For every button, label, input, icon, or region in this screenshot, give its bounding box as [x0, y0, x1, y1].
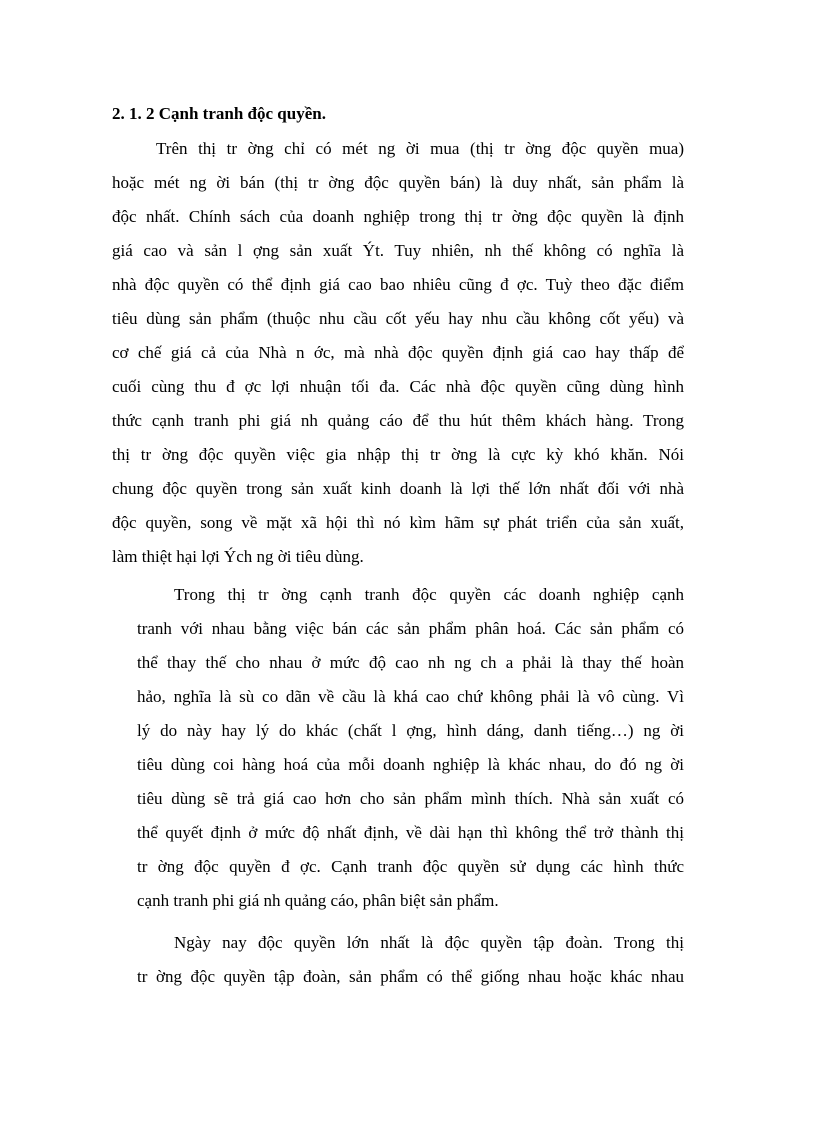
paragraph-2-line: thể thay thế cho nhau ở mức độ cao nh ng ch a phải là thay thế hoàn [137, 653, 684, 672]
paragraph-3-line: tr ờng độc quyền tập đoàn, sản phẩm có thể giống nhau hoặc khác nhau [137, 967, 684, 986]
paragraph-1-line: thị tr ờng độc quyền việc gia nhập thị tr ờng là cực kỳ khó khăn. Nói [112, 445, 684, 464]
paragraph-1-line: hoặc mét ng ời bán (thị tr ờng độc quyền bán) là duy nhất, sản phẩm là [112, 173, 684, 192]
paragraph-2-line: lý do này hay lý do khác (chất l ợng, hình dáng, danh tiếng…) ng ời [137, 721, 684, 740]
paragraph-1-line: nhà độc quyền có thể định giá cao bao nhiêu cũng đ ợc. Tuỳ theo đặc điểm [112, 275, 684, 294]
paragraph-2-line: tiêu dùng sẽ trả giá cao hơn cho sản phẩm mình thích. Nhà sản xuất có [137, 789, 684, 808]
paragraph-1-line: chung độc quyền trong sản xuất kinh doanh là lợi thế lớn nhất đối với nhà [112, 479, 684, 498]
paragraph-1-line: cơ chế giá cả của Nhà n ớc, mà nhà độc quyền định giá cao hay thấp để [112, 343, 684, 362]
paragraph-3-line: Ngày nay độc quyền lớn nhất là độc quyền tập đoàn. Trong thị [174, 933, 684, 952]
paragraph-2-line: tr ờng độc quyền đ ợc. Cạnh tranh độc quyền sử dụng các hình thức [137, 857, 684, 876]
paragraph-2-line: tranh với nhau bằng việc bán các sản phẩm phân hoá. Các sản phẩm có [137, 619, 684, 638]
paragraph-1-line: tiêu dùng sản phẩm (thuộc nhu cầu cốt yếu hay nhu cầu không cốt yếu) và [112, 309, 684, 328]
paragraph-2-line: Trong thị tr ờng cạnh tranh độc quyền các doanh nghiệp cạnh [174, 585, 684, 604]
paragraph-2-line: hảo, nghĩa là sù co dãn về cầu là khá cao chứ không phải là vô cùng. Vì [137, 687, 684, 706]
paragraph-2-line: thể quyết định ở mức độ nhất định, về dài hạn thì không thể trở thành thị [137, 823, 684, 842]
paragraph-1-line: làm thiệt hại lợi Ých ng ời tiêu dùng. [112, 547, 364, 566]
paragraph-1-line: thức cạnh tranh phi giá nh quảng cáo để thu hút thêm khách hàng. Trong [112, 411, 684, 430]
section-heading: 2. 1. 2 Cạnh tranh độc quyền. [112, 104, 326, 123]
paragraph-1-line: độc quyền, song về mặt xã hội thì nó kìm hãm sự phát triển của sản xuất, [112, 513, 684, 532]
paragraph-2-line: tiêu dùng coi hàng hoá của mỗi doanh nghiệp là khác nhau, do đó ng ời [137, 755, 684, 774]
paragraph-2-line: cạnh tranh phi giá nh quảng cáo, phân biệt sản phẩm. [137, 891, 499, 910]
paragraph-1-line: cuối cùng thu đ ợc lợi nhuận tối đa. Các nhà độc quyền cũng dùng hình [112, 377, 684, 396]
paragraph-1-line: Trên thị tr ờng chỉ có mét ng ời mua (thị tr ờng độc quyền mua) [156, 139, 684, 158]
paragraph-1-line: giá cao và sản l ợng sản xuất Ýt. Tuy nhiên, nh thế không có nghĩa là [112, 241, 684, 260]
paragraph-1-line: độc nhất. Chính sách của doanh nghiệp trong thị tr ờng độc quyền là định [112, 207, 684, 226]
